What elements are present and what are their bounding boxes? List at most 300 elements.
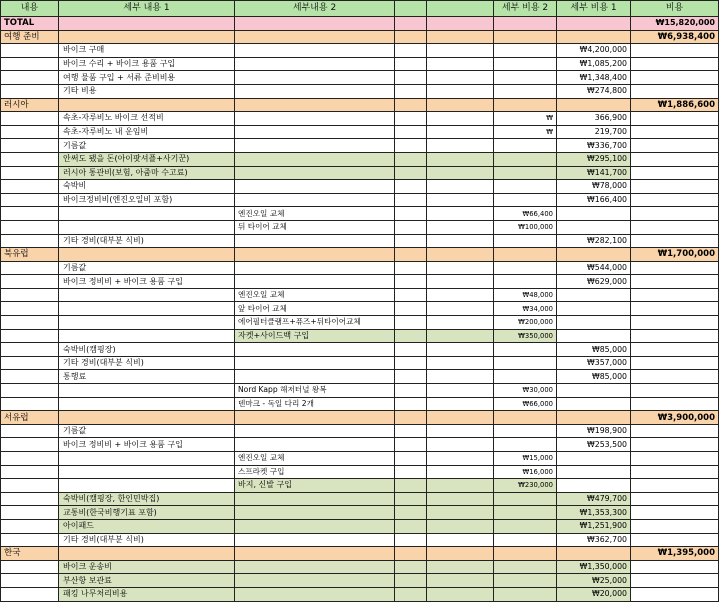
cell-col-7[interactable] [631,343,719,357]
cell-col-0[interactable]: 여행 준비 [1,30,59,44]
cell-col-6[interactable] [557,30,631,44]
cell-col-0[interactable] [1,44,59,58]
cell-col-0[interactable] [1,384,59,398]
cell-col-7[interactable] [631,397,719,411]
cell-col-5[interactable] [494,424,557,438]
cell-col-5[interactable] [494,193,557,207]
cell-col-2[interactable] [235,587,395,601]
cell-col-2[interactable]: 엔진오일 교체 [235,207,395,221]
cell-col-1[interactable]: 속초-자루비노 바이크 선적비 [59,112,235,126]
cell-col-0[interactable] [1,180,59,194]
cell-col-7[interactable] [631,479,719,493]
cell-col-7[interactable] [631,370,719,384]
cell-col-6[interactable] [557,316,631,330]
cell-col-7[interactable] [631,84,719,98]
cell-col-4[interactable] [427,57,494,71]
cell-col-0[interactable] [1,316,59,330]
cell-col-1[interactable]: 바이크 운송비 [59,560,235,574]
cell-col-7[interactable] [631,261,719,275]
cell-col-0[interactable]: 한국 [1,547,59,561]
cell-col-5[interactable] [494,248,557,262]
cell-col-6[interactable]: ₩1,251,900 [557,519,631,533]
cell-col-1[interactable]: 바이크 정비비 + 바이크 용품 구입 [59,438,235,452]
cell-col-5[interactable] [494,492,557,506]
cell-col-6[interactable] [557,384,631,398]
cell-col-4[interactable] [427,30,494,44]
cell-col-3[interactable] [395,479,427,493]
cell-col-0[interactable] [1,166,59,180]
cell-col-5[interactable] [494,84,557,98]
cell-col-0[interactable] [1,397,59,411]
cell-col-6[interactable]: ₩253,500 [557,438,631,452]
cell-col-5[interactable]: ₩ [494,112,557,126]
cell-col-6[interactable]: ₩20,000 [557,587,631,601]
cell-col-0[interactable] [1,234,59,248]
cell-col-2[interactable] [235,98,395,112]
cell-col-7[interactable] [631,587,719,601]
cell-col-7[interactable] [631,275,719,289]
header-cell[interactable]: 세부내용 2 [235,1,395,17]
cell-col-5[interactable] [494,180,557,194]
cell-col-0[interactable] [1,343,59,357]
cell-col-3[interactable] [395,424,427,438]
cell-col-7[interactable] [631,574,719,588]
cell-col-4[interactable] [427,98,494,112]
cell-col-3[interactable] [395,207,427,221]
cell-col-4[interactable] [427,44,494,58]
cell-col-6[interactable]: ₩166,400 [557,193,631,207]
cell-col-7[interactable] [631,560,719,574]
cell-col-5[interactable] [494,71,557,85]
cell-col-1[interactable] [59,547,235,561]
cell-col-0[interactable] [1,84,59,98]
cell-col-4[interactable] [427,220,494,234]
cell-col-2[interactable] [235,139,395,153]
cell-col-4[interactable] [427,506,494,520]
cell-col-4[interactable] [427,193,494,207]
cell-col-1[interactable]: 숙박비(캠핑장) [59,343,235,357]
cell-col-4[interactable] [427,587,494,601]
cell-col-3[interactable] [395,17,427,31]
cell-col-2[interactable] [235,356,395,370]
cell-col-5[interactable] [494,261,557,275]
cell-col-5[interactable] [494,30,557,44]
cell-col-5[interactable] [494,234,557,248]
cell-col-4[interactable] [427,288,494,302]
cell-col-2[interactable] [235,506,395,520]
cell-col-7[interactable] [631,57,719,71]
cell-col-3[interactable] [395,329,427,343]
cell-col-7[interactable] [631,424,719,438]
cell-col-2[interactable] [235,574,395,588]
cell-col-7[interactable]: ₩1,886,600 [631,98,719,112]
cell-col-5[interactable] [494,343,557,357]
cell-col-1[interactable]: 숙박비 [59,180,235,194]
cell-col-2[interactable] [235,519,395,533]
cell-col-7[interactable] [631,152,719,166]
cell-col-2[interactable] [235,112,395,126]
cell-col-3[interactable] [395,261,427,275]
cell-col-4[interactable] [427,519,494,533]
cell-col-3[interactable] [395,560,427,574]
cell-col-3[interactable] [395,98,427,112]
cell-col-4[interactable] [427,492,494,506]
cell-col-2[interactable] [235,275,395,289]
cell-col-2[interactable] [235,234,395,248]
header-cell[interactable]: 세부 비용 1 [557,1,631,17]
cell-col-3[interactable] [395,384,427,398]
cell-col-3[interactable] [395,180,427,194]
cell-col-3[interactable] [395,288,427,302]
cell-col-7[interactable] [631,329,719,343]
cell-col-3[interactable] [395,547,427,561]
cell-col-7[interactable] [631,452,719,466]
cell-col-5[interactable] [494,506,557,520]
cell-col-5[interactable] [494,574,557,588]
cell-col-0[interactable] [1,452,59,466]
cell-col-0[interactable] [1,112,59,126]
cell-col-6[interactable]: ₩4,200,000 [557,44,631,58]
cell-col-7[interactable] [631,207,719,221]
cell-col-4[interactable] [427,275,494,289]
cell-col-1[interactable]: 기름값 [59,424,235,438]
cell-col-4[interactable] [427,343,494,357]
cell-col-1[interactable] [59,17,235,31]
cell-col-2[interactable] [235,261,395,275]
cell-col-7[interactable] [631,139,719,153]
cell-col-5[interactable]: ₩230,000 [494,479,557,493]
cell-col-5[interactable] [494,533,557,547]
cell-col-6[interactable]: ₩629,000 [557,275,631,289]
cell-col-4[interactable] [427,533,494,547]
cell-col-7[interactable] [631,180,719,194]
cell-col-4[interactable] [427,207,494,221]
cell-col-6[interactable] [557,207,631,221]
header-cell[interactable]: 비용 [631,1,719,17]
cell-col-4[interactable] [427,574,494,588]
cell-col-7[interactable] [631,193,719,207]
cell-col-0[interactable] [1,574,59,588]
cell-col-6[interactable]: ₩1,353,300 [557,506,631,520]
cell-col-4[interactable] [427,261,494,275]
cell-col-4[interactable] [427,302,494,316]
cell-col-4[interactable] [427,125,494,139]
cell-col-1[interactable]: 기름값 [59,139,235,153]
cell-col-1[interactable]: 바이크 수리 + 바이크 용품 구입 [59,57,235,71]
cell-col-2[interactable] [235,547,395,561]
cell-col-6[interactable] [557,452,631,466]
cell-col-6[interactable]: ₩544,000 [557,261,631,275]
cell-col-3[interactable] [395,465,427,479]
cell-col-0[interactable] [1,139,59,153]
cell-col-7[interactable] [631,112,719,126]
cell-col-0[interactable] [1,506,59,520]
cell-col-4[interactable] [427,384,494,398]
cell-col-3[interactable] [395,125,427,139]
cell-col-3[interactable] [395,492,427,506]
cell-col-0[interactable] [1,193,59,207]
cell-col-0[interactable] [1,560,59,574]
cell-col-5[interactable] [494,356,557,370]
cell-col-3[interactable] [395,397,427,411]
cell-col-4[interactable] [427,465,494,479]
cell-col-7[interactable]: ₩1,700,000 [631,248,719,262]
cell-col-6[interactable] [557,397,631,411]
cell-col-2[interactable] [235,180,395,194]
cell-col-5[interactable] [494,152,557,166]
cell-col-7[interactable]: ₩1,395,000 [631,547,719,561]
cell-col-4[interactable] [427,438,494,452]
cell-col-3[interactable] [395,71,427,85]
header-cell[interactable]: 세부 내용 1 [59,1,235,17]
cell-col-6[interactable] [557,465,631,479]
cell-col-4[interactable] [427,397,494,411]
cell-col-1[interactable] [59,465,235,479]
cell-col-0[interactable] [1,261,59,275]
cell-col-5[interactable] [494,438,557,452]
cell-col-5[interactable] [494,139,557,153]
cell-col-7[interactable] [631,220,719,234]
cell-col-1[interactable] [59,397,235,411]
cell-col-3[interactable] [395,220,427,234]
cell-col-0[interactable] [1,302,59,316]
cell-col-6[interactable]: ₩282,100 [557,234,631,248]
cell-col-3[interactable] [395,506,427,520]
cell-col-6[interactable] [557,302,631,316]
cell-col-6[interactable] [557,220,631,234]
cell-col-0[interactable] [1,587,59,601]
cell-col-1[interactable]: 기름값 [59,261,235,275]
cell-col-1[interactable]: 기타 경비(대부분 식비) [59,356,235,370]
cell-col-0[interactable] [1,465,59,479]
cell-col-1[interactable]: 바이크 구매 [59,44,235,58]
cell-col-4[interactable] [427,84,494,98]
cell-col-4[interactable] [427,329,494,343]
cell-col-3[interactable] [395,30,427,44]
cell-col-7[interactable] [631,438,719,452]
cell-col-6[interactable] [557,98,631,112]
cell-col-0[interactable] [1,479,59,493]
cell-col-4[interactable] [427,356,494,370]
cell-col-4[interactable] [427,316,494,330]
cell-col-3[interactable] [395,574,427,588]
cell-col-7[interactable] [631,44,719,58]
cell-col-4[interactable] [427,112,494,126]
cell-col-0[interactable] [1,438,59,452]
cell-col-6[interactable]: ₩198,900 [557,424,631,438]
cell-col-1[interactable]: 여행 물품 구입 + 서류 준비비용 [59,71,235,85]
cell-col-1[interactable]: 교통비(한국비행기표 포함) [59,506,235,520]
cell-col-3[interactable] [395,302,427,316]
cell-col-6[interactable]: ₩141,700 [557,166,631,180]
cell-col-3[interactable] [395,438,427,452]
cell-col-5[interactable]: ₩ [494,125,557,139]
cell-col-6[interactable]: 219,700 [557,125,631,139]
cell-col-6[interactable]: ₩85,000 [557,370,631,384]
cell-col-5[interactable] [494,519,557,533]
cell-col-0[interactable] [1,275,59,289]
cell-col-0[interactable] [1,288,59,302]
cell-col-2[interactable] [235,370,395,384]
cell-col-4[interactable] [427,180,494,194]
cell-col-3[interactable] [395,533,427,547]
cell-col-4[interactable] [427,452,494,466]
cell-col-0[interactable]: 북유럽 [1,248,59,262]
cell-col-2[interactable] [235,411,395,425]
cell-col-3[interactable] [395,411,427,425]
cell-col-2[interactable] [235,152,395,166]
cell-col-5[interactable] [494,98,557,112]
cell-col-2[interactable]: 바지, 신발 구입 [235,479,395,493]
cell-col-2[interactable] [235,71,395,85]
cell-col-1[interactable] [59,452,235,466]
cell-col-7[interactable] [631,519,719,533]
cell-col-6[interactable]: ₩1,085,200 [557,57,631,71]
cell-col-0[interactable] [1,125,59,139]
cell-col-7[interactable] [631,166,719,180]
cell-col-3[interactable] [395,316,427,330]
cell-col-1[interactable] [59,30,235,44]
cell-col-1[interactable]: 기타 비용 [59,84,235,98]
cell-col-1[interactable] [59,248,235,262]
cell-col-7[interactable] [631,506,719,520]
cell-col-1[interactable]: 아이패드 [59,519,235,533]
cell-col-2[interactable] [235,84,395,98]
cell-col-6[interactable]: ₩362,700 [557,533,631,547]
cell-col-5[interactable] [494,275,557,289]
cell-col-6[interactable]: 366,900 [557,112,631,126]
cell-col-2[interactable] [235,248,395,262]
cell-col-3[interactable] [395,84,427,98]
cell-col-1[interactable] [59,207,235,221]
cell-col-0[interactable] [1,57,59,71]
cell-col-7[interactable]: ₩3,900,000 [631,411,719,425]
cell-col-7[interactable] [631,288,719,302]
cell-col-2[interactable]: Nord Kapp 해저터널 왕복 [235,384,395,398]
cell-col-7[interactable] [631,125,719,139]
cell-col-2[interactable]: 에어필터클램프+퓨즈+뒤타이어교체 [235,316,395,330]
cell-col-1[interactable] [59,479,235,493]
cell-col-5[interactable]: ₩34,000 [494,302,557,316]
cell-col-6[interactable]: ₩295,100 [557,152,631,166]
cell-col-4[interactable] [427,560,494,574]
cell-col-5[interactable] [494,560,557,574]
cell-col-0[interactable] [1,492,59,506]
cell-col-0[interactable] [1,220,59,234]
cell-col-1[interactable]: 러시아 통관비(보험, 아줌마 수고료) [59,166,235,180]
cell-col-1[interactable]: 기타 경비(대부분 식비) [59,533,235,547]
cell-col-2[interactable] [235,166,395,180]
cell-col-2[interactable]: 엔진오일 교체 [235,452,395,466]
cell-col-5[interactable] [494,17,557,31]
cell-col-2[interactable] [235,17,395,31]
cell-col-6[interactable]: ₩25,000 [557,574,631,588]
cell-col-7[interactable]: ₩15,820,000 [631,17,719,31]
header-cell[interactable] [427,1,494,17]
cell-col-5[interactable]: ₩66,400 [494,207,557,221]
cell-col-0[interactable] [1,152,59,166]
cell-col-7[interactable] [631,302,719,316]
cell-col-1[interactable]: 통행료 [59,370,235,384]
cell-col-6[interactable]: ₩78,000 [557,180,631,194]
cell-col-6[interactable]: ₩357,000 [557,356,631,370]
cell-col-5[interactable]: ₩200,000 [494,316,557,330]
cell-col-6[interactable] [557,479,631,493]
cell-col-6[interactable]: ₩336,700 [557,139,631,153]
cell-col-4[interactable] [427,411,494,425]
cell-col-1[interactable] [59,329,235,343]
cell-col-3[interactable] [395,519,427,533]
cell-col-3[interactable] [395,587,427,601]
cell-col-2[interactable]: 엔진오일 교체 [235,288,395,302]
cell-col-2[interactable] [235,44,395,58]
cell-col-6[interactable]: ₩274,800 [557,84,631,98]
cell-col-1[interactable]: 부산항 보관료 [59,574,235,588]
cell-col-0[interactable] [1,519,59,533]
cell-col-3[interactable] [395,152,427,166]
cell-col-6[interactable] [557,411,631,425]
cell-col-7[interactable]: ₩6,938,400 [631,30,719,44]
cell-col-5[interactable] [494,411,557,425]
cell-col-3[interactable] [395,44,427,58]
cell-col-2[interactable]: 자켓+사이드백 구입 [235,329,395,343]
cell-col-3[interactable] [395,57,427,71]
cell-col-7[interactable] [631,465,719,479]
cell-col-0[interactable]: TOTAL [1,17,59,31]
cell-col-6[interactable] [557,17,631,31]
cell-col-1[interactable] [59,220,235,234]
cell-col-5[interactable]: ₩16,000 [494,465,557,479]
cell-col-2[interactable]: 앞 타이어 교체 [235,302,395,316]
cell-col-1[interactable]: 패킹 나무처리비용 [59,587,235,601]
cell-col-1[interactable] [59,411,235,425]
cell-col-6[interactable] [557,248,631,262]
cell-col-2[interactable] [235,343,395,357]
cell-col-4[interactable] [427,152,494,166]
cell-col-3[interactable] [395,112,427,126]
cell-col-1[interactable]: 기타 경비(대부분 식비) [59,234,235,248]
cell-col-5[interactable] [494,547,557,561]
cell-col-3[interactable] [395,356,427,370]
cell-col-3[interactable] [395,343,427,357]
cell-col-7[interactable] [631,356,719,370]
cell-col-5[interactable]: ₩48,000 [494,288,557,302]
cell-col-4[interactable] [427,166,494,180]
cell-col-5[interactable] [494,44,557,58]
cell-col-3[interactable] [395,234,427,248]
cell-col-0[interactable] [1,533,59,547]
cell-col-1[interactable]: 숙박비(캠핑장, 한인민박집) [59,492,235,506]
cell-col-1[interactable] [59,302,235,316]
cell-col-7[interactable] [631,71,719,85]
cell-col-4[interactable] [427,248,494,262]
cell-col-2[interactable]: 뒤 타이어 교체 [235,220,395,234]
cell-col-7[interactable] [631,384,719,398]
cell-col-5[interactable] [494,166,557,180]
cell-col-4[interactable] [427,479,494,493]
cell-col-6[interactable] [557,329,631,343]
cell-col-2[interactable] [235,438,395,452]
cell-col-2[interactable] [235,492,395,506]
cell-col-6[interactable] [557,288,631,302]
cell-col-0[interactable] [1,424,59,438]
header-cell[interactable]: 세부 비용 2 [494,1,557,17]
cell-col-2[interactable] [235,125,395,139]
cell-col-3[interactable] [395,452,427,466]
cell-col-0[interactable] [1,356,59,370]
cell-col-0[interactable]: 러시아 [1,98,59,112]
cell-col-3[interactable] [395,275,427,289]
